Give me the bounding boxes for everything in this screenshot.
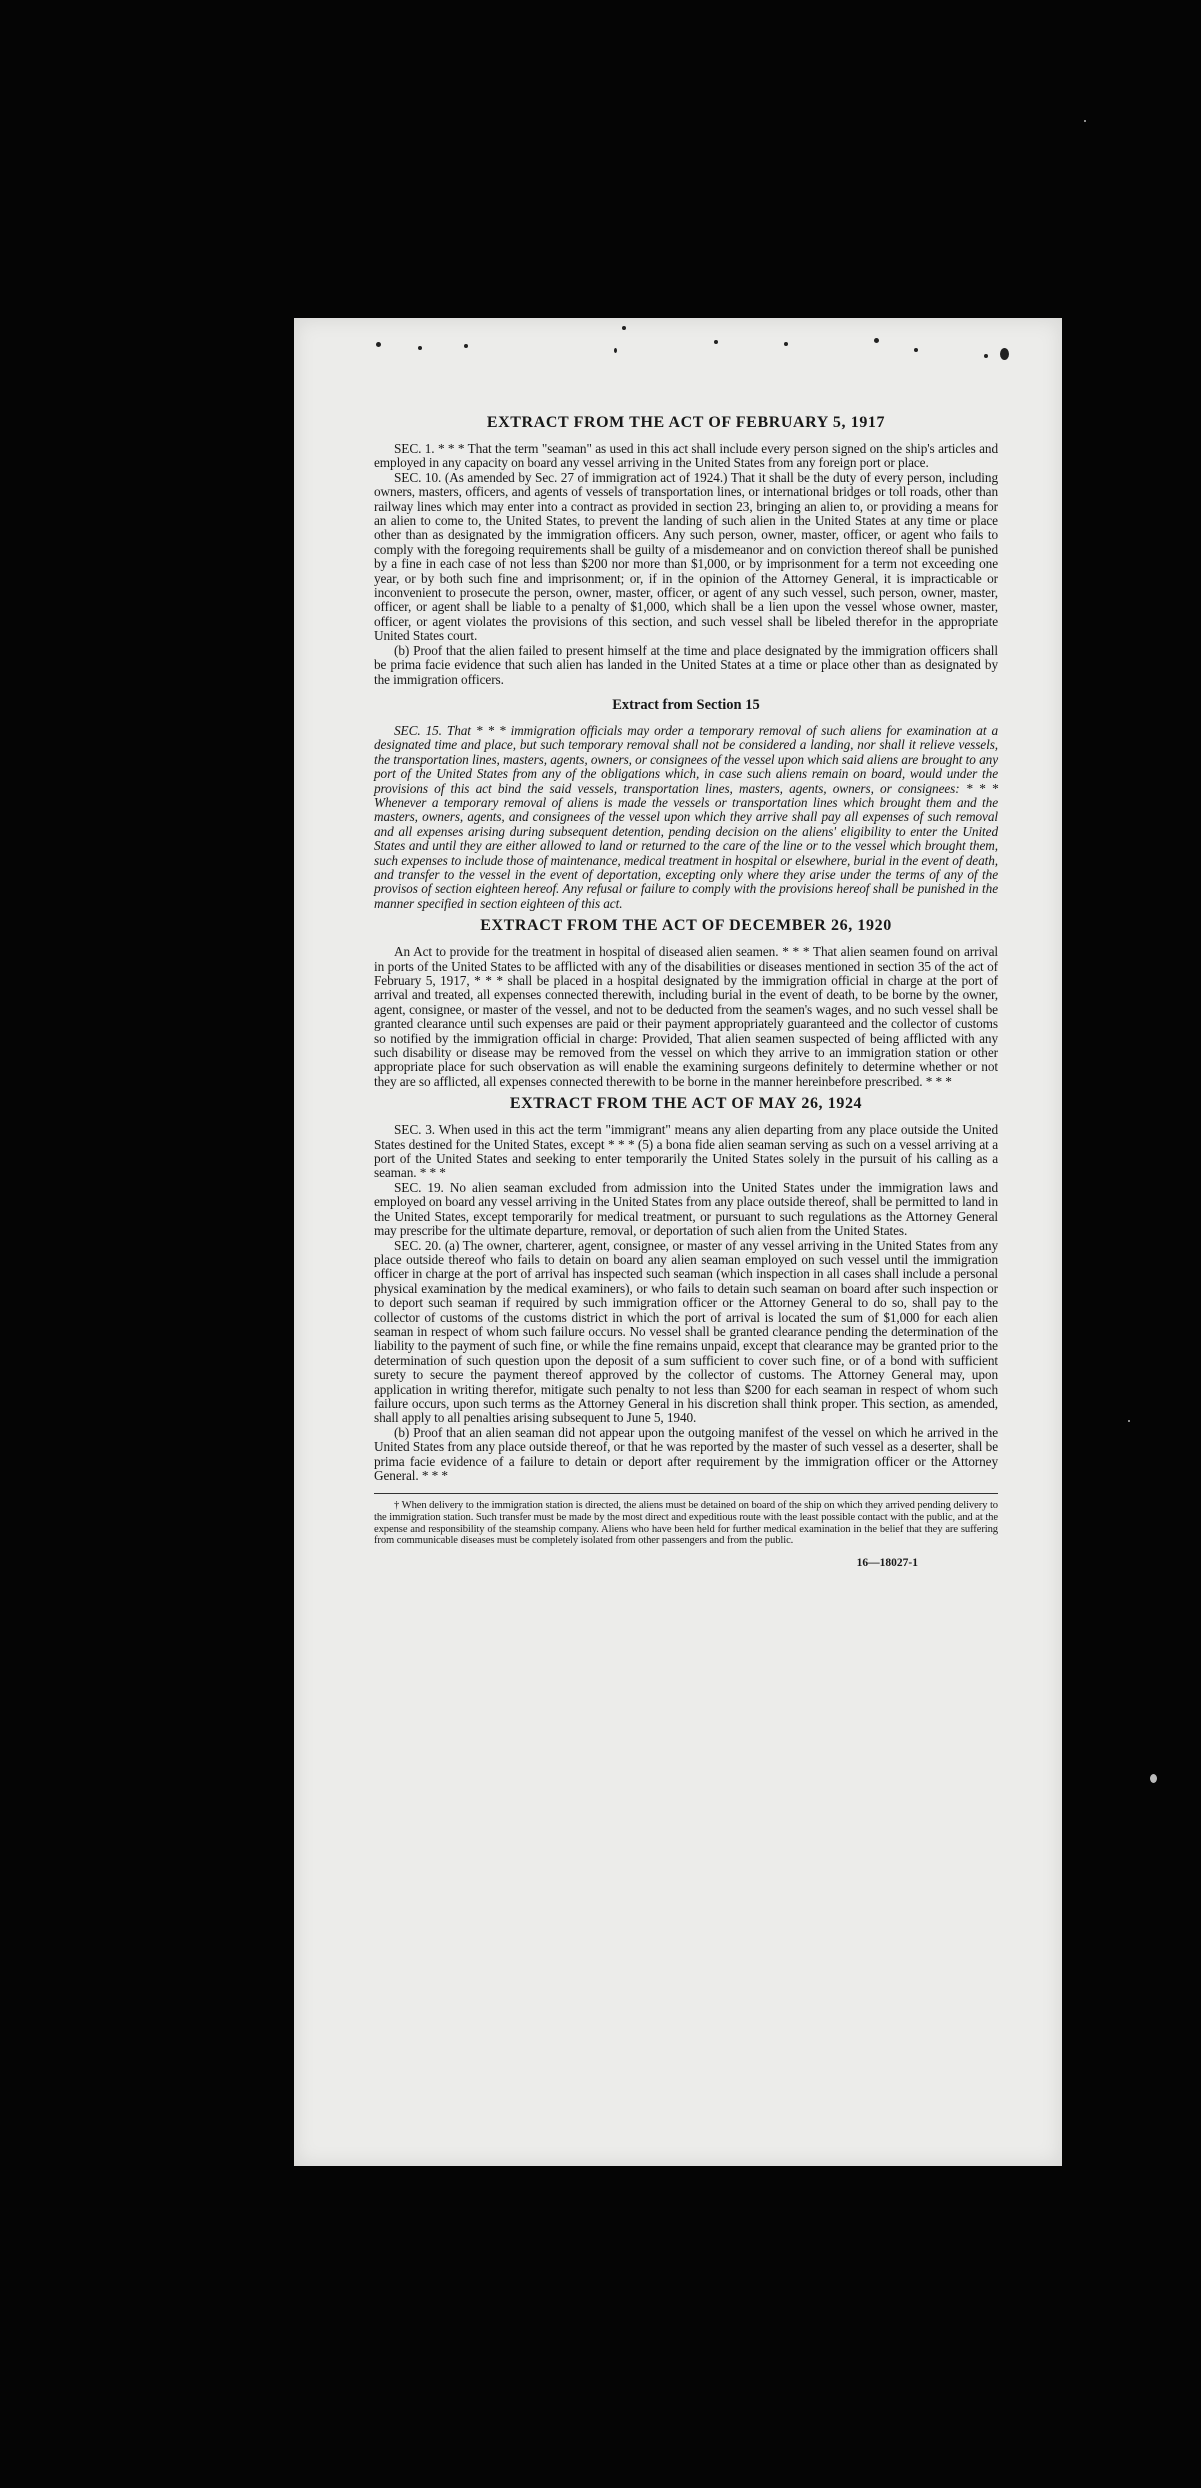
paragraph-sec15: SEC. 15. That * * * immigration officials may order a temporary removal of such aliens for examination at a designated time and place, but such temporary removal shall not be considered a landing, nor shall it relieve vessels, the transportation lines, masters, agents, owners, or consignees of the vessel upon which said aliens are brought to any port of the United States from any of the obligations which, in case such aliens remain on board, would under the provisions of this act bind the said vessels, transportation lines, masters, agents, owners, or consignees: * * * Whenever a temporary removal of aliens is made the vessels or transportation lines which brought them and the masters, owners, agents, and consignees of the vessel upon which they arrive shall pay all expenses of such removal and all expenses arising during subsequent detention, pending decision on the aliens' eligibility to enter the United States and until they are either allowed to land or returned to the care of the line or to the vessel which brought them, such expenses to include those of maintenance, medical treatment in hospital or elsewhere, burial in the event of death, and transfer to the vessel in the event of deportation, excepting only where they arise under the terms of any of the provisos of section eighteen hereof. Any refusal or failure to comply with the provisions hereof shall be punished in the manner specified in section eighteen of this act. (374, 722, 998, 911)
paragraph-1924-sec20: SEC. 20. (a) The owner, charterer, agent, consignee, or master of any vessel arriving in the United States from any place outside thereof who fails to detain on board any alien seaman employed on such vessel until the immigration officer in charge at the port of arrival has inspected such seaman (which inspection in all cases shall include a personal physical examination by the medical examiners), or who fails to detain such seaman on board after such inspection or to deport such seaman if required by such immigration officer or the Attorney General to do so, shall pay to the collector of customs of the customs district in which the port of arrival is located the sum of $1,000 for each alien seaman in respect of whom such failure occurs. No vessel shall be granted clearance pending the determination of the liability to the payment of such fine, or while the fine remains unpaid, except that clearance may be granted prior to the determination of such question upon the deposit of a sum sufficient to cover such fine, or of a bond with sufficient surety to secure the payment thereof approved by the collector of customs. The Attorney General may, upon application in writing therefor, mitigate such penalty to not less than $200 for each seaman in respect of whom such failure occurs, upon such terms as the Attorney General in his discretion shall think proper. This section, as amended, shall apply to all penalties arising subsequent to June 5, 1940. (374, 1237, 998, 1426)
edge-dot (418, 346, 422, 350)
paragraph-1924-sec3: SEC. 3. When used in this act the term "immigrant" means any alien departing from any place outside the United States destined for the United States, except * * * (5) a bona fide alien seaman serving as such on a vessel arriving at a port of the United States and seeking to enter temporarily the United States solely in the pursuit of his calling as a seaman. * * * (374, 1122, 998, 1181)
paragraph-1924-sec20b: (b) Proof that an alien seaman did not appear upon the outgoing manifest of the vessel on which he arrived in the United States from any place outside thereof, or that he was reported by the master of such vessel as a deserter, shall be prima facie evidence of a failure to detain or deport after requirement by the immigration officer or the Attorney General. * * * (374, 1424, 998, 1483)
edge-dot (874, 338, 879, 343)
edge-dot (784, 342, 788, 346)
paragraph-1917-sec10: SEC. 10. (As amended by Sec. 27 of immigration act of 1924.) That it shall be the duty of every person, including owners, masters, officers, and agents of vessels of transportation lines, or international bridges or toll roads, other than railway lines which may enter into a contract as provided in section 23, bringing an alien to, or providing a means for an alien to come to, the United States, to prevent the landing of such alien in the United States at any time or place other than as designated by the immigration officers. Any such person, owner, master, officer, or agent who fails to comply with the foregoing requirements shall be guilty of a misdemeanor and on conviction thereof shall be punished by a fine in each case of not less than $200 nor more than $1,000, or by imprisonment for a term not exceeding one year, or by both such fine and imprisonment; or, if in the opinion of the Attorney General, it is impracticable or inconvenient to prosecute the person, owner, master, officer, or agent of any such vessel, such person, owner, master, officer, or agent shall be liable to a penalty of $1,000, which shall be a lien upon the vessel whose owner, master, officer, or agent violates the provisions of this section, and such vessel shall be libeled therefor in the appropriate United States court. (374, 469, 998, 644)
paragraph-1920: An Act to provide for the treatment in hospital of diseased alien seamen. * * * That alien seamen found on arrival in ports of the United States to be afflicted with any of the disabilities or diseases mentioned in section 35 of the act of February 5, 1917, * * * shall be placed in a hospital designated by the immigration official in charge at the port of arrival and treated, all expenses connected therewith, including burial in the event of death, to be borne by the owner, agent, consignee, or master of the vessel, and not to be deducted from the seamen's wages, and no such vessel shall be granted clearance until such expenses are paid or their payment appropriately guaranteed and the collector of customs so notified by the immigration official in charge: Provided, That alien seamen suspected of being afflicted with any such disability or disease may be removed from the vessel on which they arrive to an immigration station or other appropriate place for such observation as will enable the examining surgeons definitely to determine whether or not they are so afflicted, all expenses connected therewith to be borne in the manner hereinbefore prescribed. * * * (374, 944, 998, 1089)
paragraph-1917-sec10b: (b) Proof that the alien failed to present himself at the time and place designated by the immigration officers shall be prima facie evidence that such alien has landed in the United States at a time or place other than as designated by the immigration officers. (374, 642, 998, 687)
print-code: 16—18027-1 (856, 1556, 918, 1569)
edge-dot (464, 344, 468, 348)
edge-dot (914, 348, 918, 352)
footnote-divider (374, 1493, 998, 1494)
footnote: † When delivery to the immigration station is directed, the aliens must be detained on board of the ship on which they arrived pending delivery to the immigration station. Such transfer must be made by the most direct and expeditious route with the least possible contact with the public, and at the expense and responsibility of the steamship company. Aliens who have been held for further medical examination in the belief that they are suffering from communicable diseases must be completely isolated from other passengers and from the public. (374, 1500, 998, 1547)
paragraph-1924-sec19: SEC. 19. No alien seaman excluded from admission into the United States under the immigration laws and employed on board any vessel arriving in the United States from any place outside thereof, shall be permitted to land in the United States, except temporarily for medical treatment, or pursuant to such regulations as the Attorney General may prescribe for the ultimate departure, removal, or deportation of such alien from the United States. (374, 1179, 998, 1239)
edge-dot (622, 326, 626, 330)
edge-dot (984, 354, 988, 358)
subheading-section-15: Extract from Section 15 (612, 696, 760, 713)
edge-dot (1000, 348, 1009, 360)
heading-act-1920: EXTRACT FROM THE ACT OF DECEMBER 26, 1920 (480, 917, 892, 935)
scan-speck (1128, 1420, 1130, 1422)
heading-act-1924: EXTRACT FROM THE ACT OF MAY 26, 1924 (509, 1095, 863, 1113)
scan-speck (1150, 1774, 1157, 1783)
heading-act-1917: EXTRACT FROM THE ACT OF FEBRUARY 5, 1917 (486, 414, 886, 431)
paragraph-1917-sec1: SEC. 1. * * * That the term "seaman" as used in this act shall include every person signed on the ship's articles and employed in any capacity on board any vessel arriving in the United States from any foreign port or place. (374, 441, 998, 471)
edge-dot (614, 348, 617, 353)
document-page (294, 318, 1062, 2166)
edge-dot (714, 340, 718, 344)
edge-dot (376, 342, 381, 347)
scan-speck (1084, 120, 1086, 122)
